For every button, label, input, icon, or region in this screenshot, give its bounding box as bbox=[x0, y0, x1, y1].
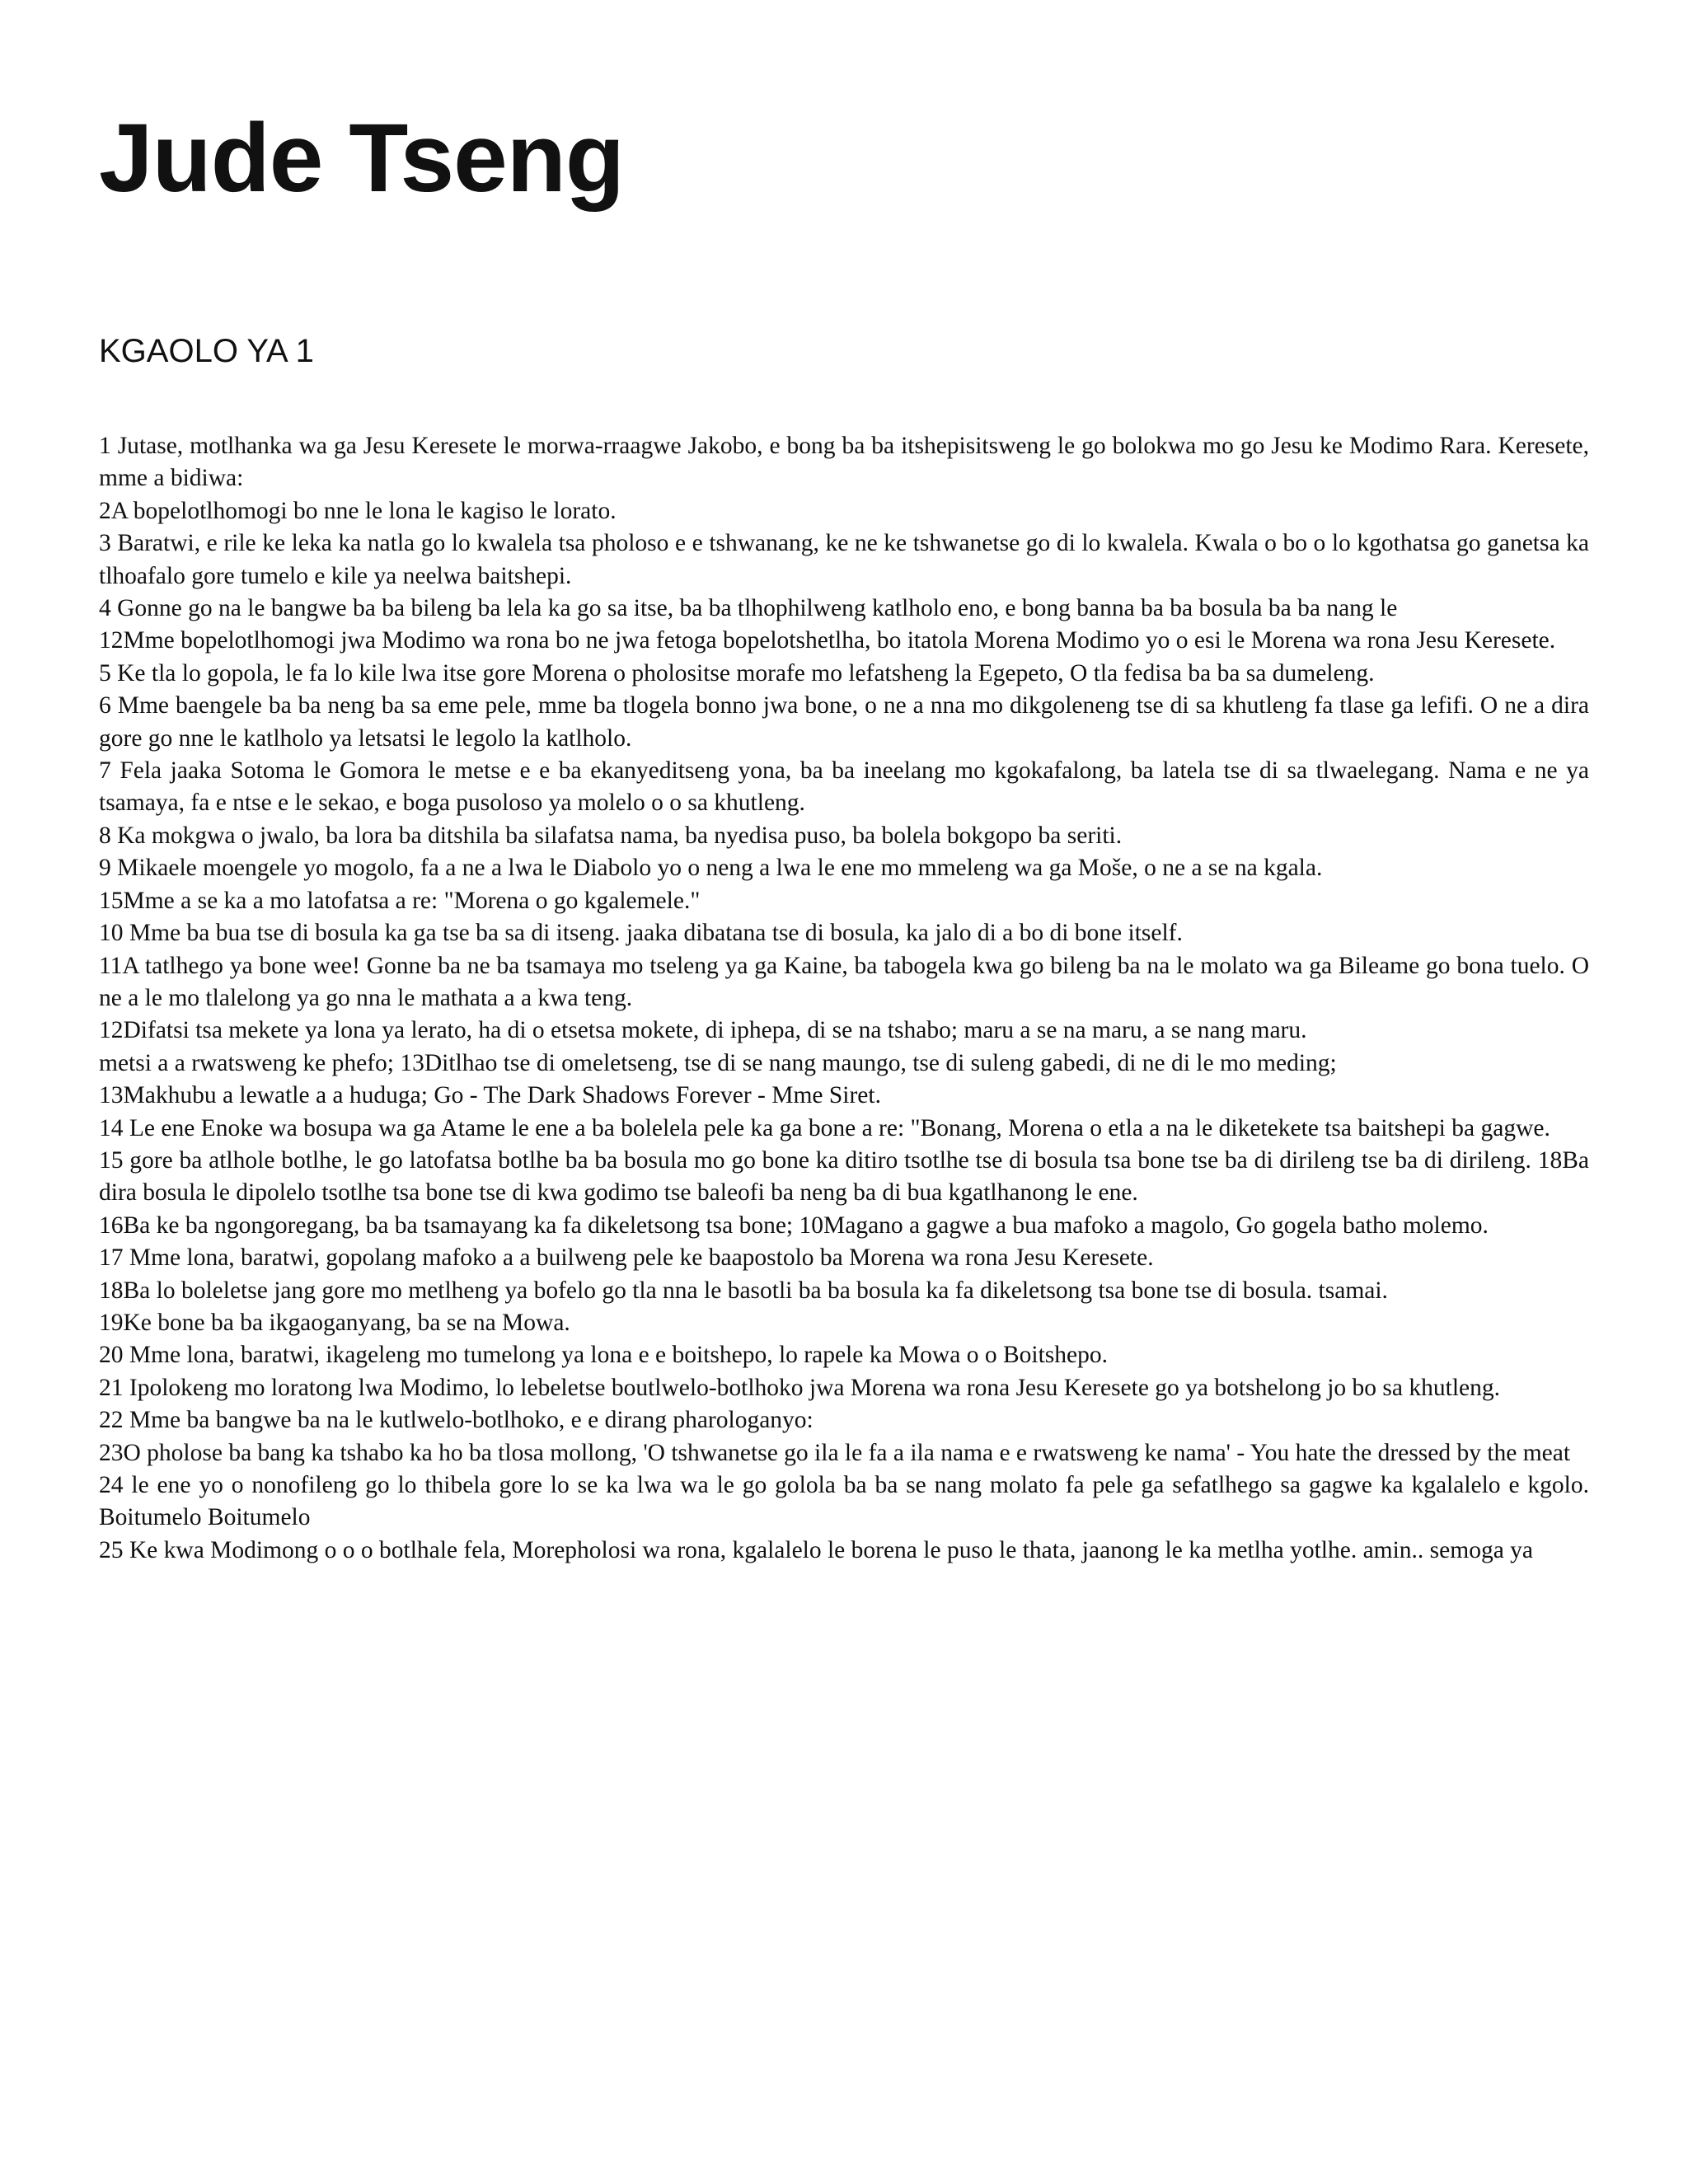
text-line: 3 Baratwi, e rile ke leka ka natla go lo kwalela tsa pholoso e e tshwanang, ke ne ke tshwanetse go di lo kwalela. Kwala o bo o lo kgothatsa go ganetsa ka tlhoafalo gore tumelo e kile ya neelwa baitshepi. bbox=[99, 530, 1589, 589]
text-line: 22 Mme ba bangwe ba na le kutlwelo-botlhoko, e e dirang pharologanyo: bbox=[99, 1407, 814, 1434]
text-line: 20 Mme lona, baratwi, ikageleng mo tumelong ya lona e e boitshepo, lo rapele ka Mowa o o Boitshepo. bbox=[99, 1342, 1108, 1369]
text-line: 8 Ka mokgwa o jwalo, ba lora ba ditshila ba silafatsa nama, ba nyedisa puso, ba bolela bokgopo ba seriti. bbox=[99, 822, 1123, 849]
text-line: 15 gore ba atlhole botlhe, le go latofatsa botlhe ba ba bosula mo go bone ka ditiro tsotlhe tse di bosula tsa bone tse ba di dirileng tse ba di dirileng. 18Ba dira bosula le dipolelo tsotlhe tsa bone tse di kwa godimo tse baleofi ba neng ba di bua kgatlhanong le ene. bbox=[99, 1146, 1589, 1207]
text-line: 14 Le ene Enoke wa bosupa wa ga Atame le ene a ba bolelela pele ka ga bone a re: "Bonang, Morena o etla a na le diketekete tsa baitshepi ba gagwe. bbox=[99, 1114, 1550, 1141]
chapter-heading: KGAOLO YA 1 bbox=[99, 333, 314, 369]
document-title: Jude Tseng bbox=[99, 104, 624, 213]
text-line: 11A tatlhego ya bone wee! Gonne ba ne ba tsamaya mo tseleng ya ga Kaine, ba tabogela kwa go bileng ba na le molato wa ga Bileame go bona tuelo. O ne a le mo tlalelong ya go nna le mathata a a kwa teng. bbox=[99, 952, 1589, 1011]
text-line: 24 le ene yo o nonofileng go lo thibela gore lo se ka lwa wa le go golola ba ba se nang molato fa pele ga sefatlhego sa gagwe ka kgalalelo e kgolo. Boitumelo Boitumelo bbox=[99, 1472, 1589, 1531]
text-line: 25 Ke kwa Modimong o o o botlhale fela, Morepholosi wa rona, kgalalelo le borena le puso le thata, jaanong le ka metlha yotlhe. amin.. semoga ya bbox=[99, 1536, 1534, 1563]
text-line: 10 Mme ba bua tse di bosula ka ga tse ba sa di itseng. jaaka dibatana tse di bosula, ka jalo di a bo di bone itself. bbox=[99, 920, 1183, 947]
body-text bbox=[99, 430, 1589, 1567]
text-line: 9 Mikaele moengele yo mogolo, fa a ne a lwa le Diabolo yo o neng a lwa le ene mo mmeleng wa ga Moše, o ne a se na kgala. bbox=[99, 855, 1323, 882]
text-line: 4 Gonne go na le bangwe ba ba bileng ba lela ka go sa itse, ba ba tlhophilweng katlholo eno, e bong banna ba ba bosula ba ba nang le bbox=[99, 595, 1398, 622]
text-line: 15Mme a se ka a mo latofatsa a re: "Morena o go kgalemele." bbox=[99, 887, 701, 914]
text-line: metsi a a rwatsweng ke phefo; 13Ditlhao tse di omeletseng, tse di se nang maungo, tse di suleng gabedi, di ne di le mo meding; bbox=[99, 1049, 1337, 1076]
text-line: 23O pholose ba bang ka tshabo ka ho ba tlosa mollong, 'O tshwanetse go ila le fa a ila nama e e rwatsweng ke nama' - You hate the dressed by the meat bbox=[99, 1439, 1571, 1466]
text-line: 12Mme bopelotlhomogi jwa Modimo wa rona bo ne jwa fetoga bopelotshetlha, bo itatola Morena Modimo yo o esi le Morena wa rona Jesu Keresete. bbox=[99, 627, 1556, 654]
text-line: 2A bopelotlhomogi bo nne le lona le kagiso le lorato. bbox=[99, 497, 617, 524]
text-line: 13Makhubu a lewatle a a huduga; Go - The Dark Shadows Forever - Mme Siret. bbox=[99, 1082, 881, 1109]
text-line: 21 Ipolokeng mo loratong lwa Modimo, lo lebeletse boutlwelo-botlhoko jwa Morena wa rona Jesu Keresete go ya botshelong jo bo sa khutleng. bbox=[99, 1374, 1500, 1401]
text-line: 1 Jutase, motlhanka wa ga Jesu Keresete le morwa-rraagwe Jakobo, e bong ba ba itshepisitsweng le go bolokwa mo go Jesu ke Modimo Rara. Keresete, mme a bidiwa: bbox=[99, 433, 1589, 492]
text-line: 18Ba lo boleletse jang gore mo metlheng ya bofelo go tla nna le basotli ba ba bosula ka fa dikeletsong tsa bone tse di bosula. tsamai. bbox=[99, 1277, 1388, 1304]
text-line: 12Difatsi tsa mekete ya lona ya lerato, ha di o etsetsa mokete, di iphepa, di se na tshabo; maru a se na maru, a se nang maru. bbox=[99, 1017, 1307, 1044]
text-line: 16Ba ke ba ngongoregang, ba ba tsamayang ka fa dikeletsong tsa bone; 10Magano a gagwe a bua mafoko a magolo, Go gogela batho molemo. bbox=[99, 1212, 1489, 1239]
text-line: 5 Ke tla lo gopola, le fa lo kile lwa itse gore Morena o pholositse morafe mo lefatsheng la Egepeto, O tla fedisa ba ba sa dumeleng. bbox=[99, 659, 1375, 687]
text-line: 19Ke bone ba ba ikgaoganyang, ba se na Mowa. bbox=[99, 1309, 570, 1336]
text-line: 6 Mme baengele ba ba neng ba sa eme pele, mme ba tlogela bonno jwa bone, o ne a nna mo dikgoleneng tse di sa khutleng fa tlase ga lefifi. O ne a dira gore go nne le katlholo ya letsatsi le legolo la katlholo. bbox=[99, 692, 1589, 752]
text-line: 17 Mme lona, baratwi, gopolang mafoko a a builweng pele ke baapostolo ba Morena wa rona Jesu Keresete. bbox=[99, 1244, 1154, 1272]
text-line: 7 Fela jaaka Sotoma le Gomora le metse e e ba ekanyeditseng yona, ba ba ineelang mo kgokafalong, ba latela tse di sa tlwaelegang. Nama e ne ya tsamaya, fa e ntse e le sekao, e boga pusoloso ya molelo o o sa khutleng. bbox=[99, 757, 1589, 817]
